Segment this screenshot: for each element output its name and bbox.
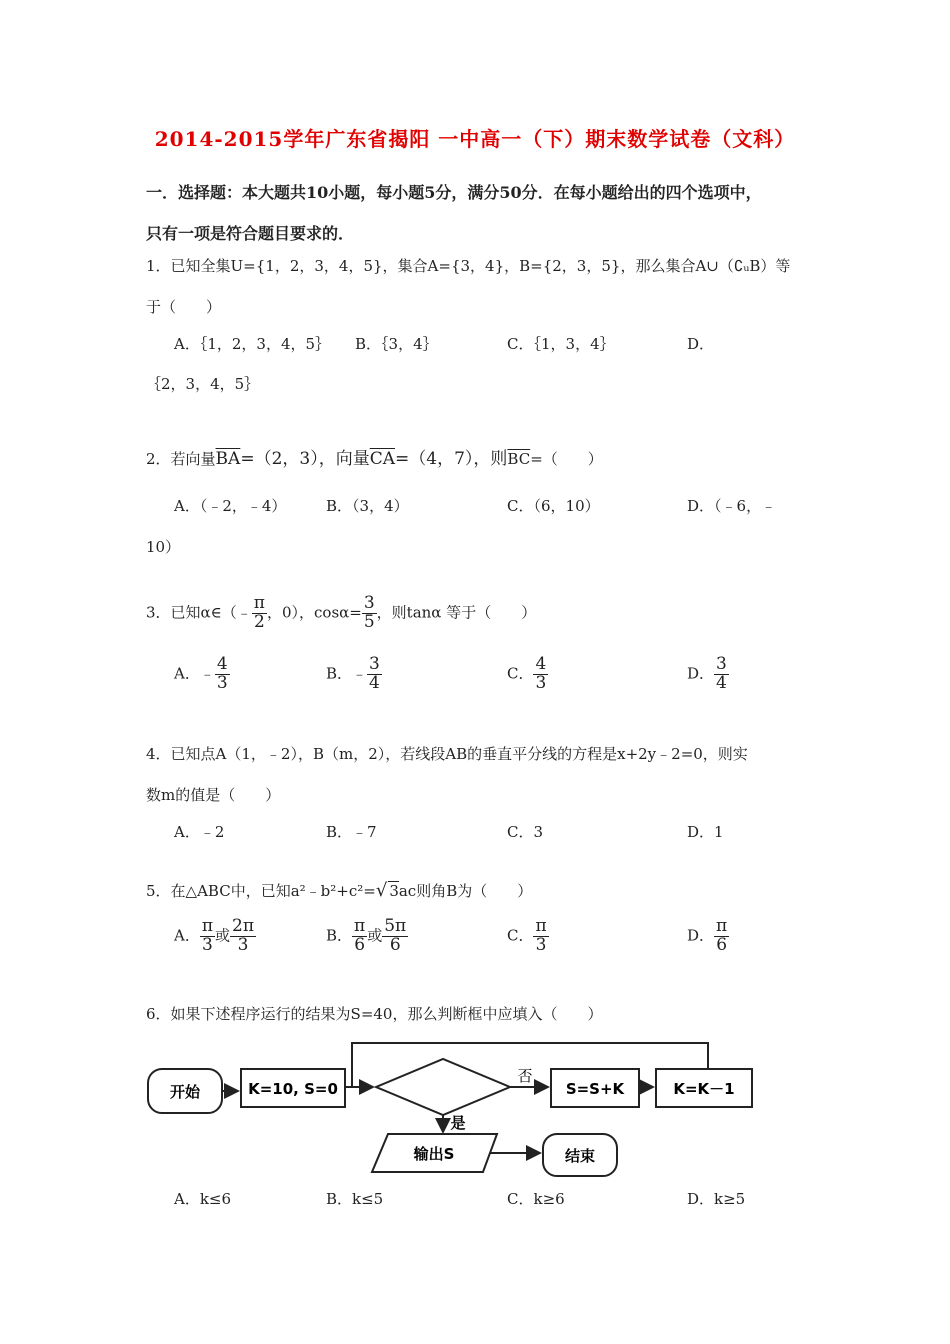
q3-option-d: D． $\frac{3}{4}$ (687, 654, 727, 693)
q5-option-c: C． $\frac{\pi}{3}$ (507, 916, 547, 955)
fraction-pi-over-2: $\frac{\pi}{2}$ (253, 593, 265, 632)
fraction-3-over-5: $\frac{3}{5}$ (363, 593, 375, 632)
q2-option-d: D．（﹣6，﹣ (687, 497, 777, 515)
q3-text-post: ，则tanα 等于（ ） (376, 603, 537, 622)
question-1-line1: 1．已知全集U={1，2，3，4，5}，集合A={3，4}，B={2，3，5}，那么集合A∪（∁ᵤB）等 (146, 257, 791, 275)
q1-option-c: C．｛1，3，4｝ (507, 335, 615, 353)
q1-option-a: A．｛1，2，3，4，5｝ (174, 335, 331, 353)
question-4-line1: 4．已知点A（1，﹣2），B（m，2），若线段AB的垂直平分线的方程是x+2y﹣2=0，则实 (146, 745, 748, 763)
q3-text-pre: 3．已知α∈（﹣ (146, 603, 252, 622)
q3-option-c: C． $\frac{4}{3}$ (507, 654, 547, 693)
q6-option-c: C．k≥6 (507, 1190, 565, 1208)
q2-text-post: =（ ） (530, 450, 603, 468)
flow-end-label: 结束 (564, 1147, 596, 1165)
question-6: 6．如果下述程序运行的结果为S=40，那么判断框中应填入（ ） (146, 1005, 603, 1023)
q2-text-mid1: =（2，3），向量 (240, 449, 370, 469)
flow-output-label: 输出S (413, 1145, 455, 1163)
q5-option-b: B． $\frac{\pi}{6}$ 或 $\frac{5\pi}{6}$ (326, 916, 407, 955)
sqrt-3: 3 (389, 882, 399, 900)
q6-option-a: A．k≤6 (174, 1190, 232, 1208)
q5-option-a: A． $\frac{\pi}{3}$ 或 $\frac{2\pi}{3}$ (174, 916, 255, 955)
q1-option-d-cont: ｛2，3，4，5｝ (146, 375, 260, 393)
q3-text-mid: ，0），cosα= (266, 603, 362, 622)
section-heading-line1: 一．选择题：本大题共10小题，每小题5分，满分50分．在每小题给出的四个选项中， (146, 183, 762, 202)
q4-option-c: C．3 (507, 823, 544, 841)
q5-option-d: D． $\frac{\pi}{6}$ (687, 916, 728, 955)
question-1-line2: 于（ ） (146, 298, 222, 316)
q6-option-b: B．k≤5 (326, 1190, 384, 1208)
q1-option-d: D． (687, 335, 715, 353)
section-heading-line2: 只有一项是符合题目要求的． (146, 224, 355, 243)
flow-decision-diamond (376, 1059, 510, 1115)
q4-option-a: A．﹣2 (174, 823, 225, 841)
q1-option-b: B．｛3，4｝ (355, 335, 438, 353)
vector-ca: $\overline{CA}$ (369, 449, 396, 469)
flow-update-k-label: K=K－1 (673, 1080, 735, 1098)
q3-option-a: A．﹣ $\frac{4}{3}$ (174, 654, 228, 693)
q6-option-d: D．k≥5 (687, 1190, 746, 1208)
q4-option-d: D．1 (687, 823, 724, 841)
q2-text-pre: 2．若向量 (146, 450, 216, 468)
question-2 (146, 444, 603, 469)
page-title: 2014-2015学年广东省揭阳 一中高一（下）期末数学试卷（文科） (154, 127, 796, 151)
flow-init-label: K=10, S=0 (248, 1080, 338, 1098)
question-5: 5．在△ABC中，已知a²﹣b²+c²=√ 3ac则角B为（ ） (146, 880, 533, 901)
vector-ba: $\overline{BA}$ (215, 449, 241, 469)
vector-bc: $\overline{BC}$ (507, 450, 531, 468)
q2-option-a: A．（﹣2，﹣4） (174, 497, 287, 515)
flow-yes-label: 是 (450, 1114, 466, 1132)
q4-option-b: B．﹣7 (326, 823, 377, 841)
q2-option-b: B．（3，4） (326, 497, 409, 515)
q2-option-d-cont: 10） (146, 538, 181, 556)
q5-text-post: ac则角B为（ ） (398, 882, 533, 900)
q2-option-c: C．（6，10） (507, 497, 600, 515)
q3-option-b: B．﹣ $\frac{3}{4}$ (326, 654, 380, 693)
q2-text-mid2: =（4，7），则 (395, 449, 508, 469)
q5-text-pre: 5．在△ABC中，已知a²﹣b²+c²= (146, 882, 376, 900)
flow-start-label: 开始 (169, 1083, 201, 1101)
flow-no-label: 否 (517, 1067, 533, 1085)
question-4-line2: 数m的值是（ ） (146, 786, 281, 804)
question-3 (146, 595, 536, 632)
flow-update-s-label: S=S+K (565, 1080, 625, 1098)
flowchart (0, 1035, 950, 1185)
